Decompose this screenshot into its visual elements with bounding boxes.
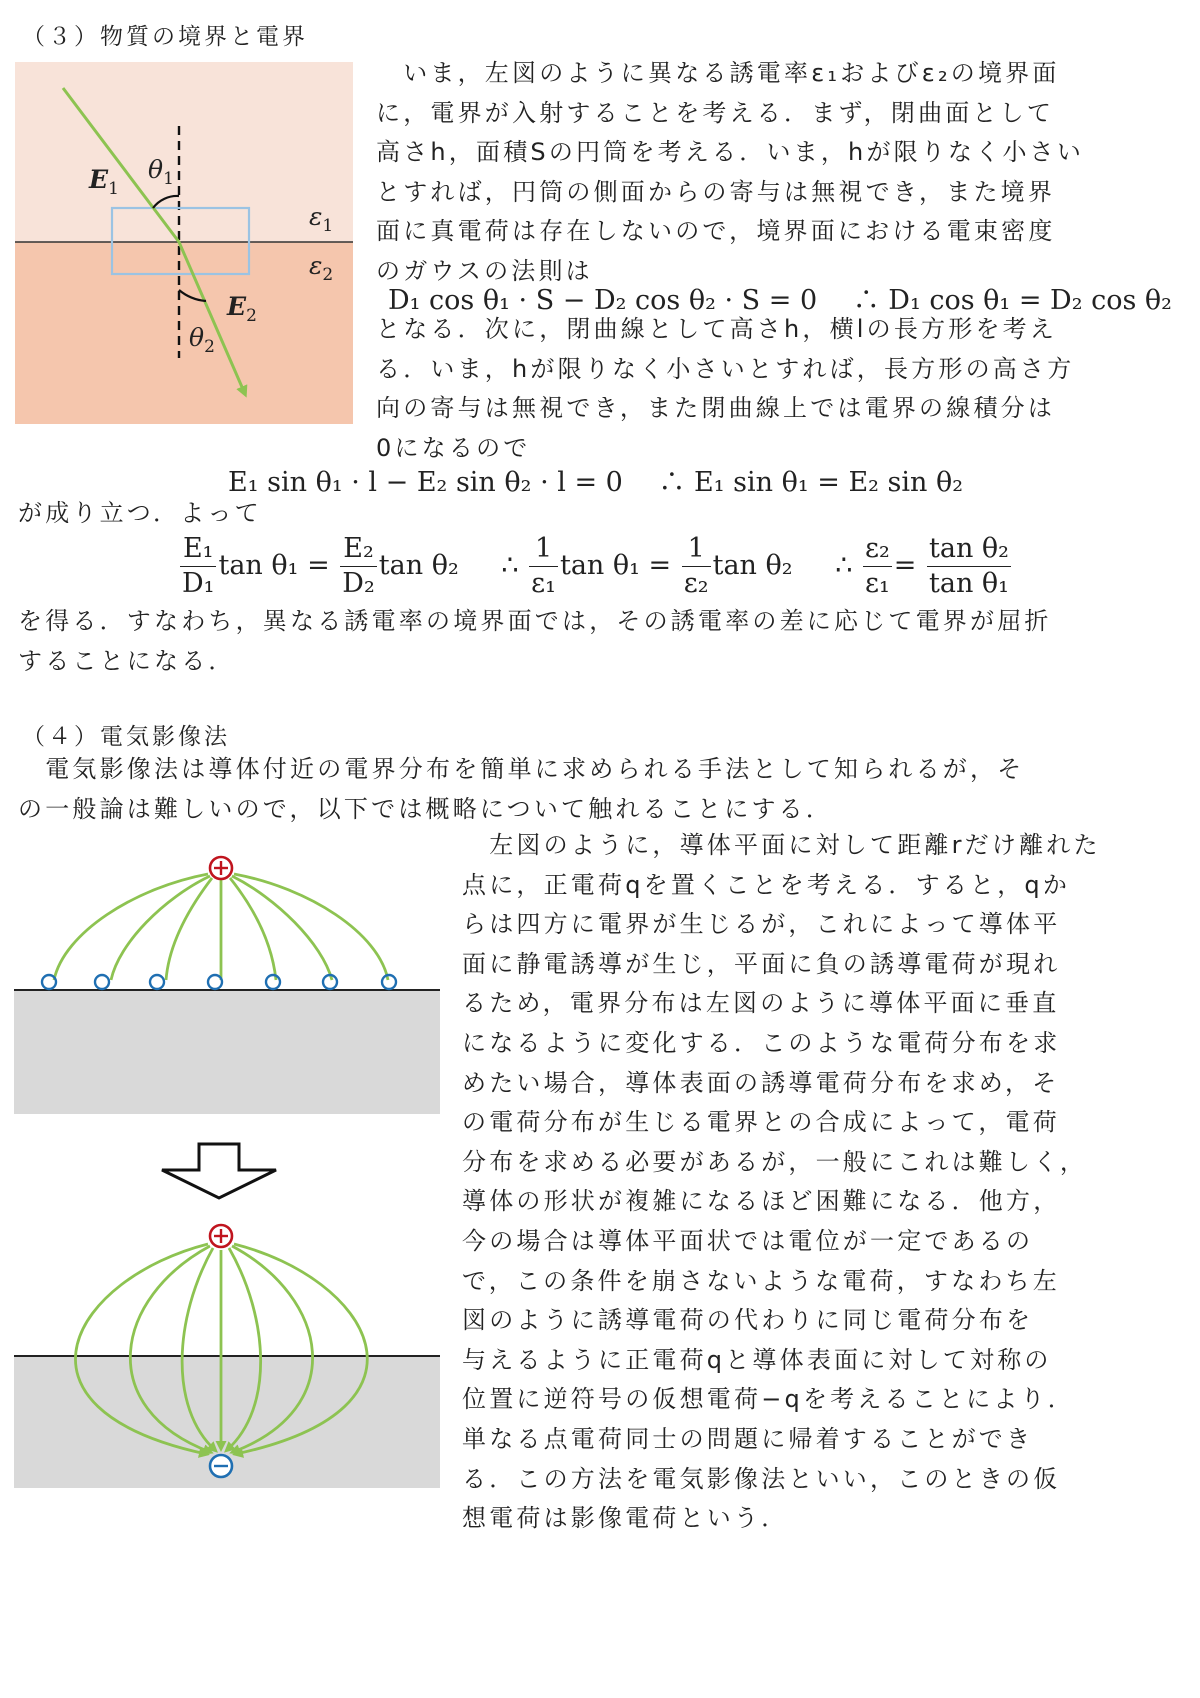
text-line: 分布を求める必要があるが，一般にこれは難しく， [462,1147,1088,1176]
conductor-plane-top [14,990,440,1114]
text-line: のガウスの法則は [376,256,593,285]
text-line: 位置に逆符号の仮想電荷−qを考えることにより． [462,1385,1075,1414]
section4-body [462,826,1101,1539]
text-line: 与えるように正電荷qと導体表面に対して対称の [462,1345,1052,1374]
text-line: 単なる点電荷同士の問題に帰着することができ [462,1424,1034,1453]
text-line: いま，左図のように異なる誘電率ε₁およびε₂の境界面 [376,59,1060,87]
text-line: 想電荷は影像電荷という． [462,1504,789,1533]
section3-paragraph-3 [18,494,262,534]
text-line: 点に，正電荷qを置くことを考える．すると，qか [462,870,1071,899]
text-line: めたい場合，導体表面の誘導電荷分布を求め，そ [462,1068,1060,1097]
fraction: $\frac{\text{E₂}}{\text{D₂}}$ [342,533,375,599]
down-arrow-icon [162,1144,276,1198]
therefore-symbol: ∴ [501,549,519,581]
positive-charge-top-icon [210,857,232,879]
text-line: 図のように誘導電荷の代わりに同じ電荷分布を [462,1306,1034,1335]
equation-refraction [178,532,1013,601]
equation-term: tan θ₁ = [559,549,672,581]
medium-1-region [15,62,353,242]
induced-charges [42,975,396,989]
label-theta1: $\theta_1$ [148,155,174,189]
text-line: る．いま，hが限りなく小さいとすれば，長方形の高さ方 [376,354,1075,383]
image-charge-figure [14,848,442,1488]
text-line: 向の寄与は無視でき，また閉曲線上では電界の線積分は [376,394,1056,423]
section4-heading: （４）電気影像法 [22,724,230,750]
text-line: る．この方法を電気影像法といい，このときの仮 [462,1464,1061,1493]
text-line: 今の場合は導体平面状では電位が一定であるの [462,1226,1034,1255]
text-line: することになる． [18,646,236,675]
equation-term: tan θ₁ = [218,549,330,581]
label-epsilon1: $\varepsilon_1$ [309,202,334,236]
equation-gauss: D₁ cos θ₁ · S − D₂ cos θ₂ · S = 0 ∴ D₁ cos θ₁ = D₂ cos θ₂ [388,285,1172,316]
label-epsilon2: $\varepsilon_2$ [309,251,334,285]
label-e1: $E_1$ [89,165,119,199]
section4-intro [18,750,1024,829]
text-line: を得る．すなわち，異なる誘電率の境界面では，その誘電率の差に応じて電界が屈折 [18,607,1052,635]
text-line: が成り立つ．よって [18,499,262,527]
text-line: の一般論は難しいので，以下では概略について触れることにする． [18,794,834,823]
text-line: 高さh，面積Sの円筒を考える．いま，hが限りなく小さい [376,138,1085,167]
label-theta2: $\theta_2$ [189,323,215,357]
section3-paragraph-2 [376,310,1074,468]
therefore-symbol: ∴ [835,549,853,581]
text-line: 面に静電誘導が生じ，平面に負の誘導電荷が現れ [462,949,1061,978]
text-line: 電気影像法は導体付近の電界分布を簡単に求められる手法として知られるが，そ [18,755,1025,783]
equation-line-integral: E₁ sin θ₁ · l − E₂ sin θ₂ · l = 0 ∴ E₁ sin θ₁ = E₂ sin θ₂ [228,467,964,498]
fraction: $\frac{1}{\text{ε₁}}$ [531,533,556,599]
fraction: $\frac{\text{ε₂}}{\text{ε₁}}$ [864,533,890,599]
positive-charge-bottom-icon [210,1225,232,1247]
text-line: 導体の形状が複雑になるほど困難になる．他方， [462,1187,1061,1216]
fraction: $\frac{1}{\text{ε₂}}$ [683,533,709,599]
equals-sign: = [893,549,917,581]
label-e2: $E_2$ [227,292,257,326]
section3-paragraph-1 [376,54,1084,292]
text-line: で，この条件を崩さないような電荷，すなわち左 [462,1266,1060,1295]
text-line: らは四方に電界が生じるが，これによって導体平 [462,910,1061,939]
dielectric-boundary-figure [15,62,353,424]
text-line: るため，電界分布は左図のように導体平面に垂直 [462,989,1060,1018]
field-lines-bottom [75,1244,367,1454]
text-line: 面に真電荷は存在しないので，境界面における電束密度 [376,217,1056,246]
fraction: $\frac{\text{E₁}}{\text{D₁}}$ [182,533,215,599]
text-line: になるように変化する．このような電荷分布を求 [462,1028,1061,1057]
text-line: とすれば，円筒の側面からの寄与は無視でき，また境界 [376,177,1056,206]
section3-paragraph-4 [18,602,1052,681]
text-line: となる．次に，閉曲線として高さh，横lの長方形を考え [376,315,1058,343]
equation-term: tan θ₂ [712,549,793,581]
fraction: $\frac{\text{tan θ₂}}{\text{tan θ₁}}$ [929,533,1009,599]
field-lines-top [54,874,388,980]
text-line: の電荷分布が生じる電界との合成によって，電荷 [462,1108,1060,1137]
text-line: 0になるので [376,433,531,462]
text-line: に，電界が入射することを考える．まず，閉曲面として [376,98,1055,127]
text-line: 左図のように，導体平面に対して距離rだけ離れた [462,831,1101,859]
equation-term: tan θ₂ [378,549,459,581]
image-charge-icon [210,1455,232,1477]
section3-heading: （３）物質の境界と電界 [22,24,308,50]
medium-2-region [15,242,353,424]
